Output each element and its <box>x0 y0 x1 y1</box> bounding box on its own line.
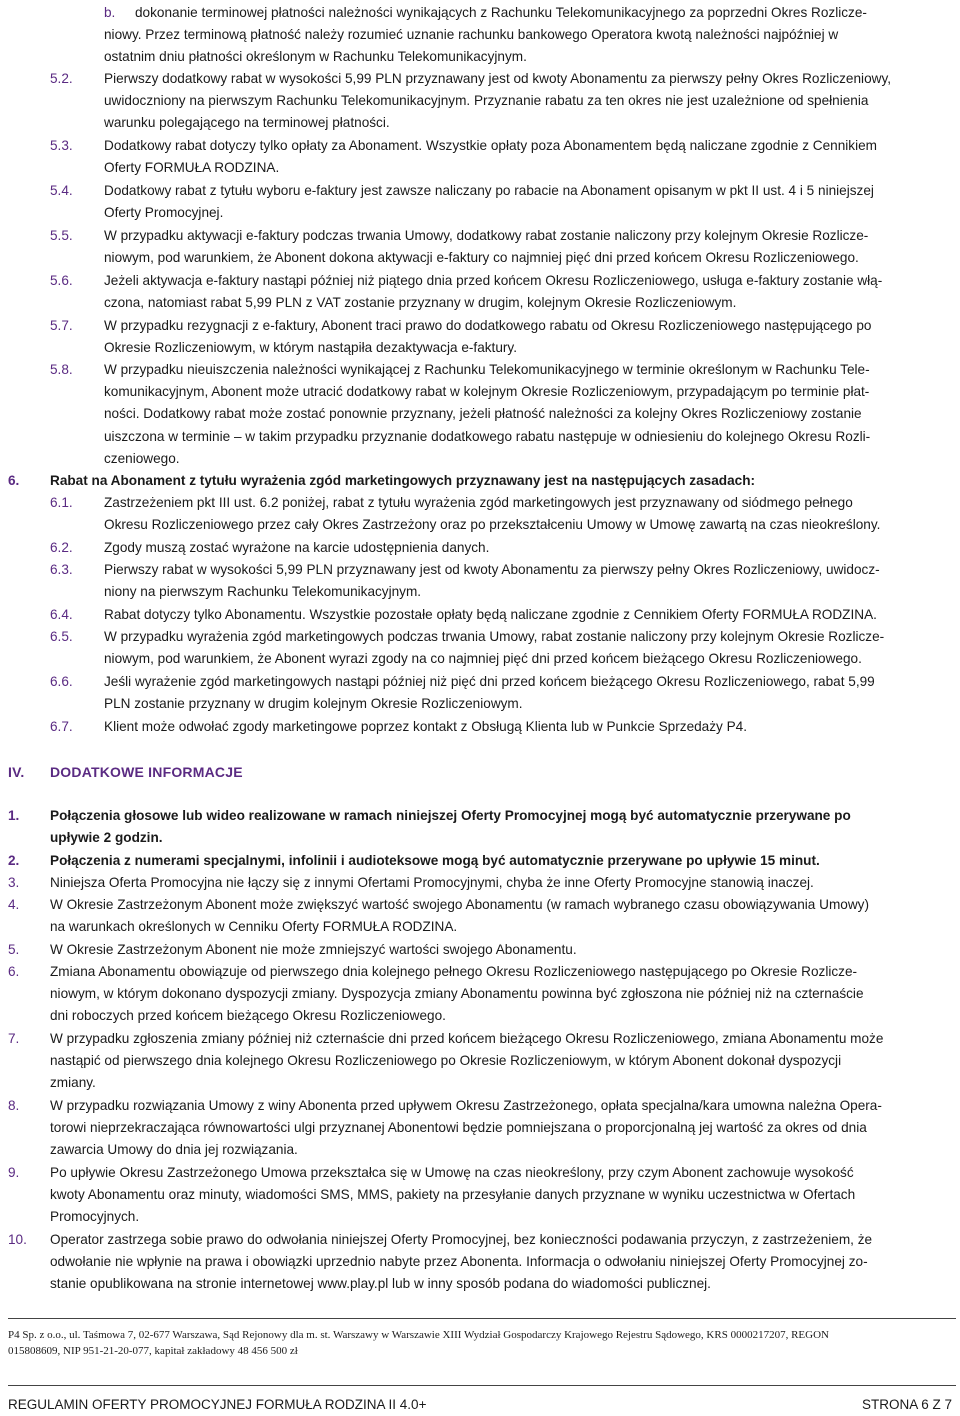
item-number: b. <box>104 5 116 20</box>
item-number: 10. <box>8 1232 27 1247</box>
item-number: 5.6. <box>50 273 73 288</box>
paragraph-line: Połączenia głosowe lub wideo realizowane w ramach niniejszej Oferty Promocyjnej mogą być automatycznie przerywane po <box>50 808 851 823</box>
item-number: 5.5. <box>50 228 73 243</box>
paragraph-line: na warunkach określonych w Cenniku Oferty FORMUŁA RODZINA. <box>50 919 458 935</box>
paragraph-line: ności. Dodatkowy rabat może zostać ponownie przyznany, jeżeli płatność należności za kolejny Okres Rozliczeniowy zostanie <box>104 406 862 422</box>
paragraph-line: torowi nieprzekraczająca równowartości ulgi przyznanej Abonentowi będzie pomniejszana o proporcjonalną jej wartość za okres od dnia <box>50 1120 867 1136</box>
item-number: 6. <box>8 964 20 979</box>
paragraph-line: W przypadku rezygnacji z e-faktury, Abonent traci prawo do dodatkowego rabatu od Okresu Rozliczeniowego następującego po <box>104 318 872 333</box>
paragraph-line: W przypadku zgłoszenia zmiany później niż czternaście dni przed końcem bieżącego Okresu Rozliczeniowego, zmiana Abonamentu może <box>50 1031 884 1046</box>
document-title: REGULAMIN OFERTY PROMOCYJNEJ FORMUŁA RODZINA II 4.0+ <box>8 1397 427 1412</box>
item-number: 5.8. <box>50 362 73 377</box>
paragraph-line: warunku polegającego na terminowej płatności. <box>104 115 390 131</box>
item-number: 6.7. <box>50 719 73 734</box>
item-number: 5.7. <box>50 318 73 333</box>
paragraph-line: czona, natomiast rabat 5,99 PLN z VAT zostanie przyznany w drugim, kolejnym Okresie Rozliczeniowym. <box>104 295 737 311</box>
paragraph-line: uiszczona w terminie – w takim przypadku przyznanie dodatkowego rabatu następuje w odniesieniu do kolejnego Okresu Rozli- <box>104 428 871 444</box>
paragraph-line: Po upływie Okresu Zastrzeżonego Umowa przekształca się w Umowę na czas nieokreślony, przy czym Abonent zachowuje wysokość <box>50 1165 854 1180</box>
paragraph-line: Okresu Rozliczeniowego przez cały Okres Zastrzeżony oraz po przekształceniu Umowy w Umowę zawartą na czas nieokreślony. <box>104 517 881 533</box>
paragraph-line: stanie opublikowana na stronie internetowej www.play.pl lub w inny sposób podana do wiadomości publicznej. <box>50 1276 711 1292</box>
paragraph-line: niowym, pod warunkiem, że Abonent wyrazi zgody na co najmniej pięć dni przed końcem bieżącego Okresu Rozliczeniowego. <box>104 651 862 667</box>
paragraph-line: W przypadku aktywacji e-faktury podczas trwania Umowy, dodatkowy rabat zostanie naliczony przy kolejnym Okresie Rozlicze- <box>104 228 869 243</box>
paragraph-line: Oferty FORMUŁA RODZINA. <box>104 160 280 176</box>
item-number: 8. <box>8 1098 20 1113</box>
item-number: 6.5. <box>50 629 73 644</box>
item-number: 2. <box>8 853 20 868</box>
paragraph-line: zawarcia Umowy do dnia jej rozwiązania. <box>50 1142 298 1158</box>
paragraph-line: Jeżeli aktywacja e-faktury nastąpi później niż piątego dnia przed końcem Okresu Rozliczeniowego, usługa e-faktury zostanie włą- <box>104 273 883 288</box>
item-number: 9. <box>8 1165 20 1180</box>
paragraph-line: PLN zostanie przyznany w drugim kolejnym Okresie Rozliczeniowym. <box>104 696 523 712</box>
paragraph-line: Rabat na Abonament z tytułu wyrażenia zgód marketingowych przyznawany jest na następujących zasadach: <box>50 473 756 488</box>
paragraph-line: Rabat dotyczy tylko Abonamentu. Wszystkie pozostałe opłaty będą naliczane zgodnie z Cennikiem Oferty FORMUŁA RODZINA. <box>104 607 877 622</box>
paragraph-line: zmiany. <box>50 1075 96 1091</box>
paragraph-line: Promocyjnych. <box>50 1209 140 1225</box>
item-number: 6.3. <box>50 562 73 577</box>
item-number: 6.6. <box>50 674 73 689</box>
paragraph-line: niowym, pod warunkiem, że Abonent dokona aktywacji e-faktury co najmniej pięć dni przed końcem Okresu Rozliczeniowego. <box>104 250 859 266</box>
paragraph-line: Okresie Rozliczeniowym, w którym nastąpiła dezaktywacja e-faktury. <box>104 340 517 356</box>
paragraph-line: W przypadku rozwiązania Umowy z winy Abonenta przed upływem Okresu Zastrzeżonego, opłata specjalna/kara umowna należna Opera- <box>50 1098 882 1113</box>
item-number: 5.4. <box>50 183 73 198</box>
paragraph-line: Dodatkowy rabat z tytułu wyboru e-faktury jest zawsze naliczany po rabacie na Abonament opisanym w pkt II ust. 4 i 5 niniejszej <box>104 183 874 198</box>
item-number: 4. <box>8 897 20 912</box>
item-number: 7. <box>8 1031 20 1046</box>
paragraph-line: Pierwszy rabat w wysokości 5,99 PLN przyznawany jest od kwoty Abonamentu za pierwszy pełny Okres Rozliczeniowy, uwidocz- <box>104 562 880 577</box>
paragraph-line: Zmiana Abonamentu obowiązuje od pierwszego dnia kolejnego pełnego Okresu Rozliczeniowego następującego po Okresie Rozlicze- <box>50 964 858 979</box>
company-info-line-2: 015808609, NIP 951-21-20-077, kapitał zakładowy 48 456 500 zł <box>8 1345 298 1357</box>
item-number: 6.2. <box>50 540 73 555</box>
item-number: 5.3. <box>50 138 73 153</box>
paragraph-line: niony na pierwszym Rachunku Telekomunikacyjnym. <box>104 584 422 600</box>
footer-divider <box>8 1318 956 1319</box>
paragraph-line: kwoty Abonamentu oraz minuty, wiadomości SMS, MMS, pakiety na przesyłanie danych przyznane w wyniku uczestnictwa w Ofertach <box>50 1187 856 1203</box>
item-number: 5. <box>8 942 20 957</box>
paragraph-line: Klient może odwołać zgody marketingowe poprzez kontakt z Obsługą Klienta lub w Punkcie Sprzedaży P4. <box>104 719 748 734</box>
item-number: 6.4. <box>50 607 73 622</box>
paragraph-line: Oferty Promocyjnej. <box>104 205 224 221</box>
item-number: 3. <box>8 875 20 890</box>
paragraph-line: Jeśli wyrażenie zgód marketingowych nastąpi później niż pięć dni przed końcem bieżącego Okresu Rozliczeniowego, rabat 5,99 <box>104 674 875 689</box>
paragraph-line: Operator zastrzega sobie prawo do odwołania niniejszej Oferty Promocyjnej, bez konieczności podawania przyczyn, z zastrzeżeniem, że <box>50 1232 873 1247</box>
paragraph-line: dokonanie terminowej płatności należności wynikających z Rachunku Telekomunikacyjnego za poprzedni Okres Rozlicze- <box>135 5 867 20</box>
paragraph-line: nastąpić od pierwszego dnia kolejnego Okresu Rozliczeniowego po Okresie Rozliczeniowym, w którym Abonent dokonał dyspozycji <box>50 1053 842 1069</box>
paragraph-line: uwidoczniony na pierwszym Rachunku Telekomunikacyjnym. Przyznanie rabatu za ten okres nie jest uzależnione od spełnienia <box>104 93 869 109</box>
paragraph-line: W Okresie Zastrzeżonym Abonent nie może zmniejszyć wartości swojego Abonamentu. <box>50 942 577 957</box>
company-info-line-1: P4 Sp. z o.o., ul. Taśmowa 7, 02-677 Warszawa, Sąd Rejonowy dla m. st. Warszawy w Warszawie XIII Wydział Gospodarczy Krajowego Rejestru Sądowego, KRS 0000217207, REGON <box>8 1329 829 1341</box>
paragraph-line: upływie 2 godzin. <box>50 830 163 846</box>
page-footer-divider <box>8 1385 956 1386</box>
paragraph-line: komunikacyjnym, Abonent może utracić dodatkowy rabat w kolejnym Okresie Rozliczeniowym, przypadającym po terminie płat- <box>104 384 870 400</box>
section-number: IV. <box>8 764 25 780</box>
paragraph-line: odwołanie nie wpłynie na prawa i obowiązki uprzednio nabyte przez Abonenta. Informacja o odwołaniu niniejszej Oferty Promocyjnej zo- <box>50 1254 868 1270</box>
item-number: 6. <box>8 473 20 488</box>
paragraph-line: Dodatkowy rabat dotyczy tylko opłaty za Abonament. Wszystkie opłaty poza Abonamentem będą naliczane zgodnie z Cennikiem <box>104 138 877 153</box>
paragraph-line: Pierwszy dodatkowy rabat w wysokości 5,99 PLN przyznawany jest od kwoty Abonamentu za pierwszy pełny Okres Rozliczeniowy, <box>104 71 892 86</box>
paragraph-line: czeniowego. <box>104 450 180 466</box>
paragraph-line: W Okresie Zastrzeżonym Abonent może zwiększyć wartość swojego Abonamentu (w ramach wybranego czasu obowiązywania Umowy) <box>50 897 869 912</box>
paragraph-line: niowy. Przez terminową płatność należy rozumieć uznanie rachunku bankowego Operatora kwotą należności najpóźniej w <box>104 27 839 43</box>
paragraph-line: ostatnim dniu płatności określonym w Rachunku Telekomunikacyjnym. <box>104 49 527 65</box>
section-title: DODATKOWE INFORMACJE <box>50 764 243 780</box>
paragraph-line: Połączenia z numerami specjalnymi, infolinii i audioteksowe mogą być automatycznie przerywane po upływie 15 minut. <box>50 853 820 868</box>
item-number: 6.1. <box>50 495 73 510</box>
paragraph-line: Zastrzeżeniem pkt III ust. 6.2 poniżej, rabat z tytułu wyrażenia zgód marketingowych jest przyznawany od siódmego pełnego <box>104 495 853 510</box>
item-number: 5.2. <box>50 71 73 86</box>
paragraph-line: dni roboczych przed końcem bieżącego Okresu Rozliczeniowego. <box>50 1008 446 1024</box>
paragraph-line: Niniejsza Oferta Promocyjna nie łączy się z innymi Ofertami Promocyjnymi, chyba że inne Oferty Promocyjne stanowią inaczej. <box>50 875 814 890</box>
page-number: STRONA 6 Z 7 <box>861 1397 952 1412</box>
item-number: 1. <box>8 808 20 823</box>
paragraph-line: Zgody muszą zostać wyrażone na karcie udostępnienia danych. <box>104 540 490 555</box>
paragraph-line: niowym, w którym dokonano dyspozycji zmiany. Dyspozycja zmiany Abonamentu powinna być zgłoszona nie później niż na czternaście <box>50 986 864 1002</box>
paragraph-line: W przypadku wyrażenia zgód marketingowych podczas trwania Umowy, rabat zostanie naliczony przy kolejnym Okresie Rozlicze- <box>104 629 885 644</box>
paragraph-line: W przypadku nieuiszczenia należności wynikającej z Rachunku Telekomunikacyjnego w terminie określonym w Rachunku Tele- <box>104 362 870 377</box>
